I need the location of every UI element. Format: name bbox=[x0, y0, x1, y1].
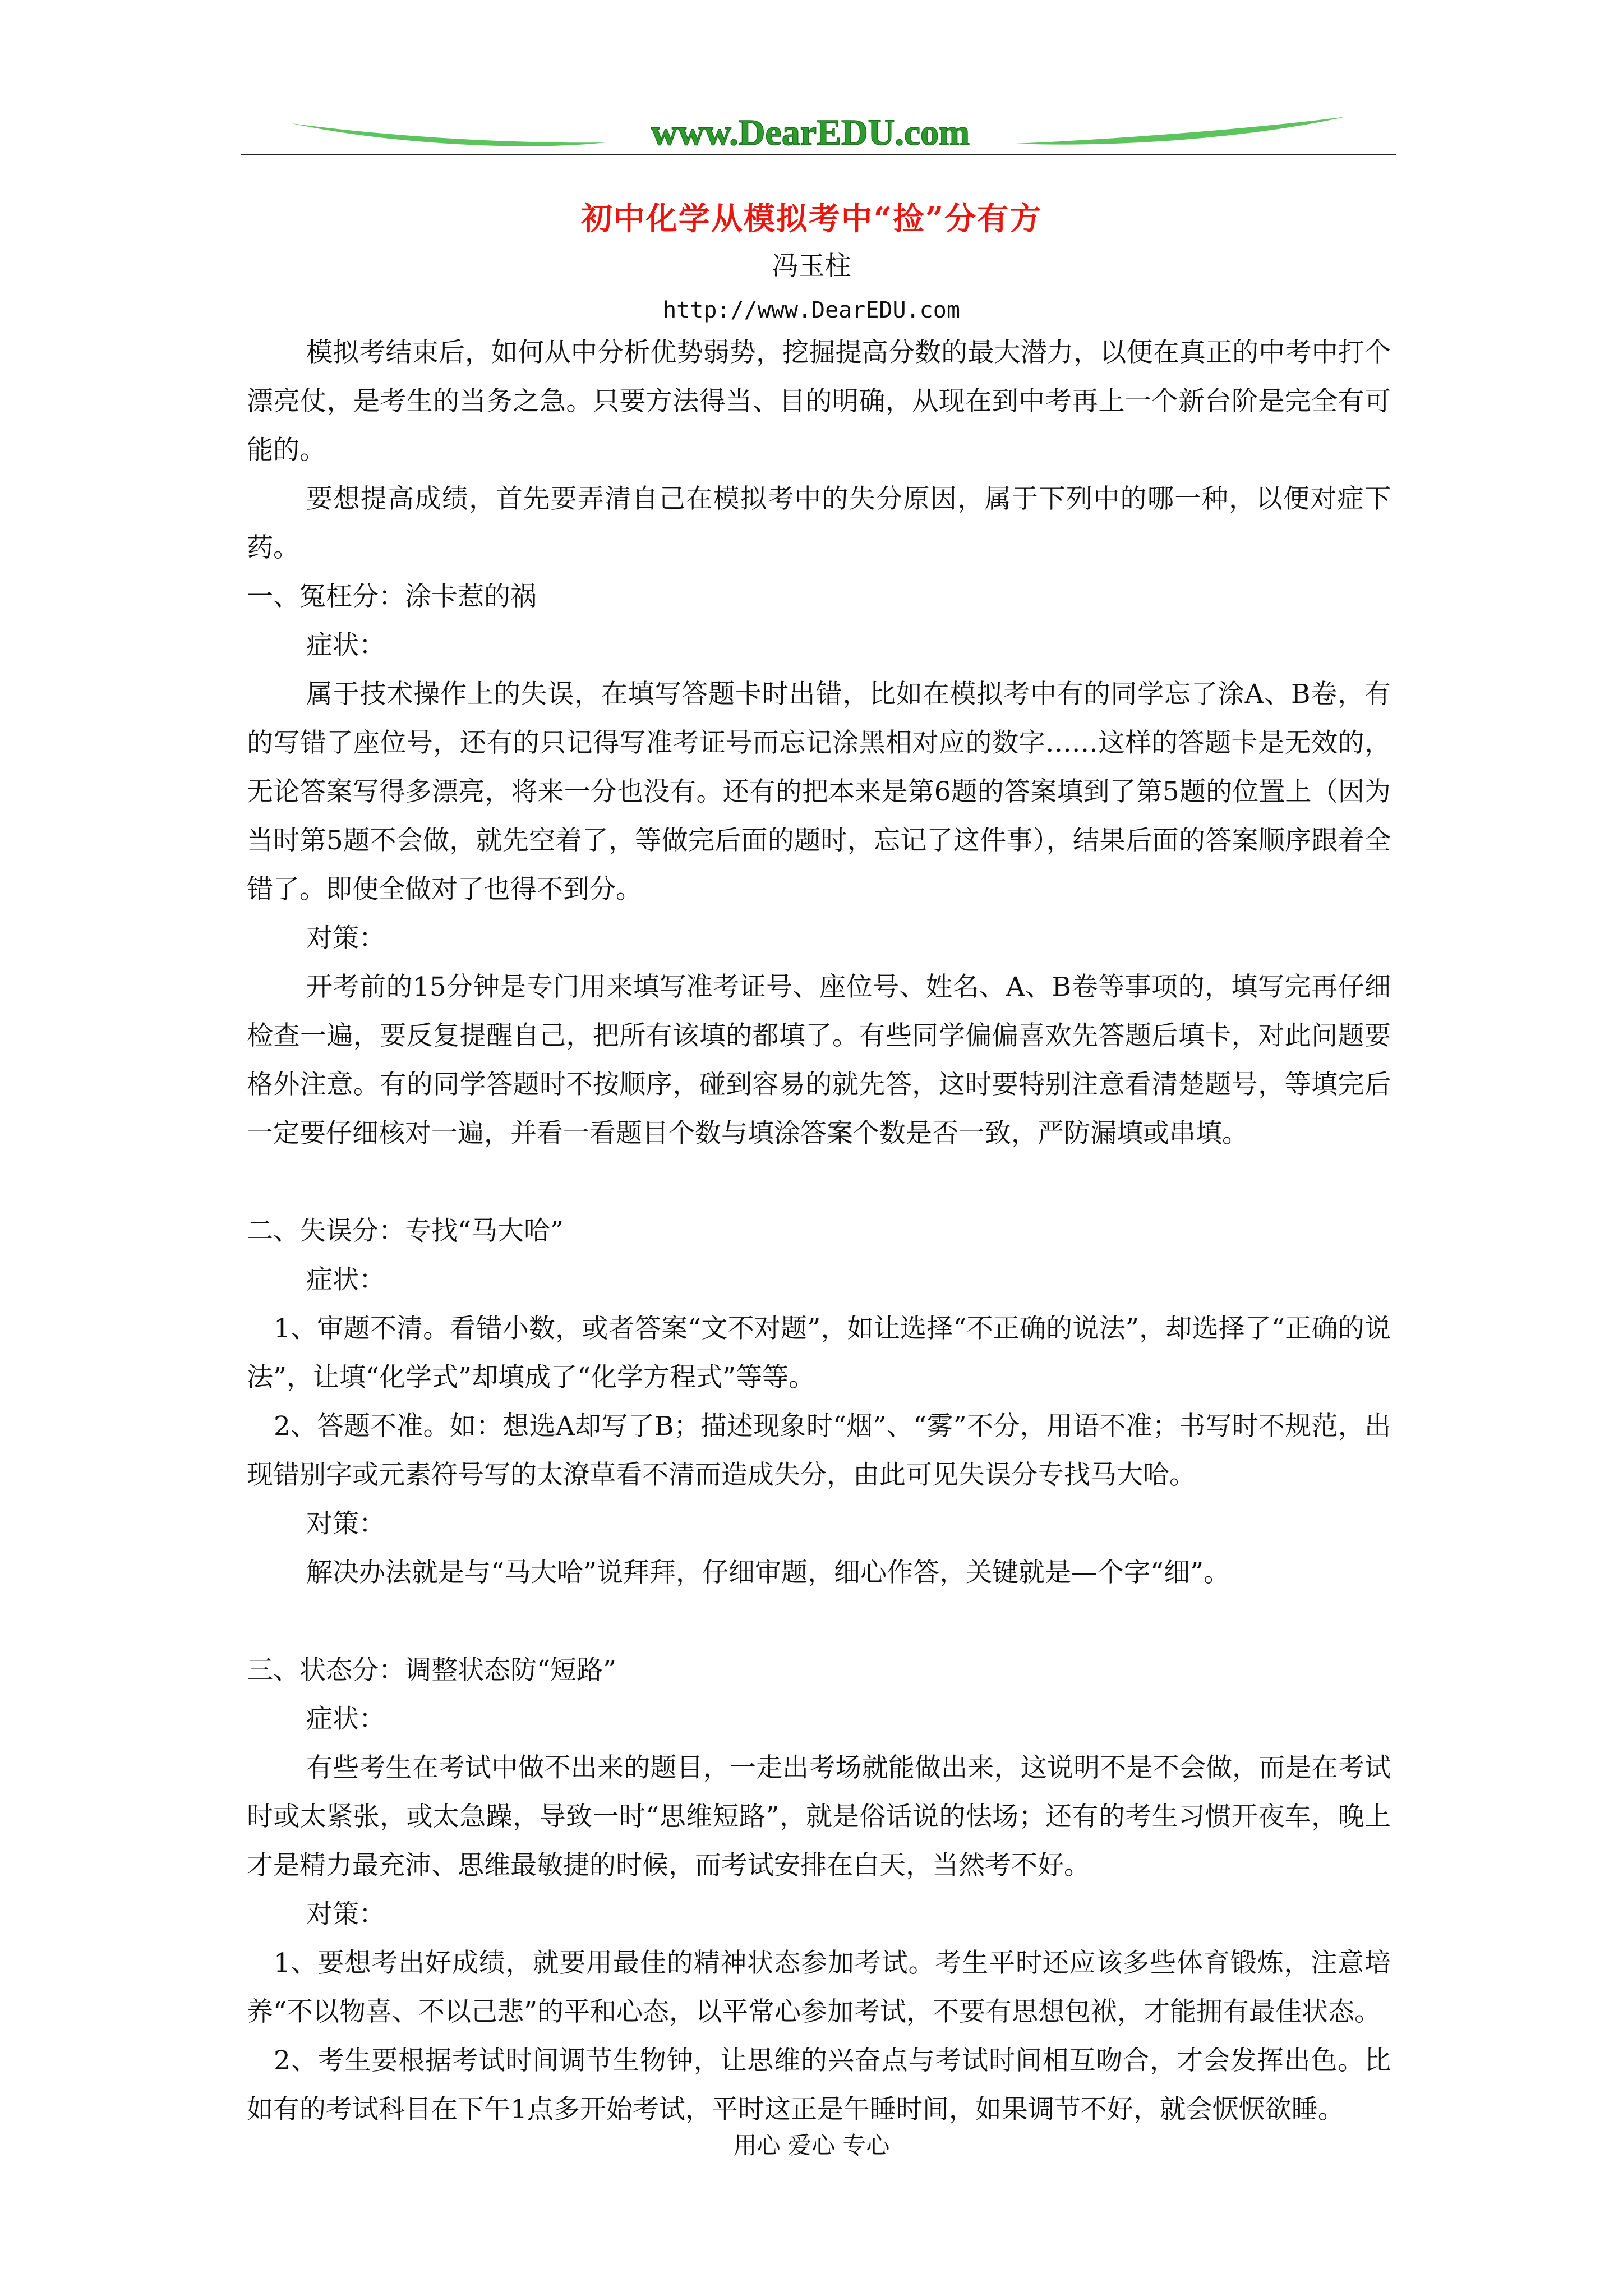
symptom-paragraph: 1、审题不清。看错小数，或者答案“文不对题”，如让选择“不正确的说法”，却选择了“正确的说法”，让填“化学式”却填成了“化学方程式”等等。 bbox=[247, 1313, 1391, 1393]
header-rule bbox=[241, 154, 1396, 155]
article-url[interactable]: http://www.DearEDU.com bbox=[663, 297, 960, 323]
right-swoosh-icon bbox=[1015, 117, 1346, 145]
article-author: 冯玉柱 bbox=[772, 251, 851, 282]
measure-paragraph: 开考前的15分钟是专门用来填写准考证号、座位号、姓名、A、B卷等事项的，填写完再仔细检查一遍，要反复提醒自己，把所有该填的都填了。有些同学偏偏喜欢先答题后填卡，对此问题要格外注意。有的同学答题时不按顺序，碰到容易的就先答，这时要特别注意看清楚题号，等填完后一定要仔细核对一遍，并看一看题目个数与填涂答案个数是否一致，严防漏填或串填。 bbox=[247, 972, 1391, 1149]
measure-paragraph: 1、要想考出好成绩，就要用最佳的精神状态参加考试。考生平时还应该多些体育锻炼，注意培养“不以物喜、不以己悲”的平和心态，以平常心参加考试，不要有思想包袱，才能拥有最佳状态。 bbox=[247, 1948, 1391, 2027]
header-banner bbox=[241, 107, 1396, 157]
symptom-paragraph: 2、答题不准。如：想选A却写了B；描述现象时“烟”、“雾”不分，用语不准；书写时不规范，出现错别字或元素符号写的太潦草看不清而造成失分，由此可见失误分专找马大哈。 bbox=[247, 1411, 1391, 1490]
symptom-label: 症状： bbox=[306, 1264, 385, 1295]
measure-label: 对策： bbox=[306, 1508, 385, 1539]
symptom-paragraph: 有些考生在考试中做不出来的题目，一走出考场就能做出来，这说明不是不会做，而是在考试时或太紧张，或太急躁，导致一时“思维短路”，就是俗话说的怯场；还有的考生习惯开夜车，晚上才是精力最充沛、思维最敏捷的时候，而考试安排在白天，当然考不好。 bbox=[247, 1752, 1391, 1881]
left-swoosh-icon bbox=[292, 123, 606, 146]
section-heading: 二、失误分：专找“马大哈” bbox=[247, 1216, 564, 1246]
intro-paragraph: 要想提高成绩，首先要弄清自己在模拟考中的失分原因，属于下列中的哪一种，以便对症下药。 bbox=[247, 484, 1391, 563]
symptom-label: 症状： bbox=[306, 630, 385, 661]
measure-paragraph: 解决办法就是与“马大哈”说拜拜，仔细审题，细心作答，关键就是—个字“细”。 bbox=[306, 1557, 1230, 1588]
spacer bbox=[247, 1158, 1391, 1207]
measure-paragraph: 2、考生要根据考试时间调节生物钟，让思维的兴奋点与考试时间相互吻合，才会发挥出色。比如有的考试科目在下午1点多开始考试，平时这正是午睡时间，如果调节不好，就会恹恹欲睡。 bbox=[247, 2045, 1391, 2125]
site-logo[interactable]: www.DearEDU.com bbox=[651, 112, 970, 153]
footer-motto: 用心 爱心 专心 bbox=[733, 2132, 890, 2159]
measure-label: 对策： bbox=[306, 923, 385, 954]
symptom-label: 症状： bbox=[306, 1704, 385, 1734]
spacer bbox=[247, 1597, 1391, 1646]
intro-paragraph: 模拟考结束后，如何从中分析优势弱势，挖掘提高分数的最大潜力，以便在真正的中考中打个漂亮仗，是考生的当务之急。只要方法得当、目的明确，从现在到中考再上一个新台阶是完全有可能的。 bbox=[247, 337, 1391, 466]
symptom-paragraph: 属于技术操作上的失误，在填写答题卡时出错，比如在模拟考中有的同学忘了涂A、B卷，有的写错了座位号，还有的只记得写准考证号而忘记涂黑相对应的数字……这样的答题卡是无效的，无论答案写得多漂亮，将来一分也没有。还有的把本来是第6题的答案填到了第5题的位置上（因为当时第5题不会做，就先空着了，等做完后面的题时，忘记了这件事），结果后面的答案顺序跟着全错了。即使全做对了也得不到分。 bbox=[247, 679, 1391, 905]
section-heading: 三、状态分：调整状态防“短路” bbox=[247, 1655, 617, 1686]
measure-label: 对策： bbox=[306, 1899, 385, 1930]
article-title: 初中化学从模拟考中“捡”分有方 bbox=[580, 200, 1043, 237]
article-body bbox=[247, 328, 1391, 2134]
section-heading: 一、冤枉分：涂卡惹的祸 bbox=[247, 581, 537, 612]
